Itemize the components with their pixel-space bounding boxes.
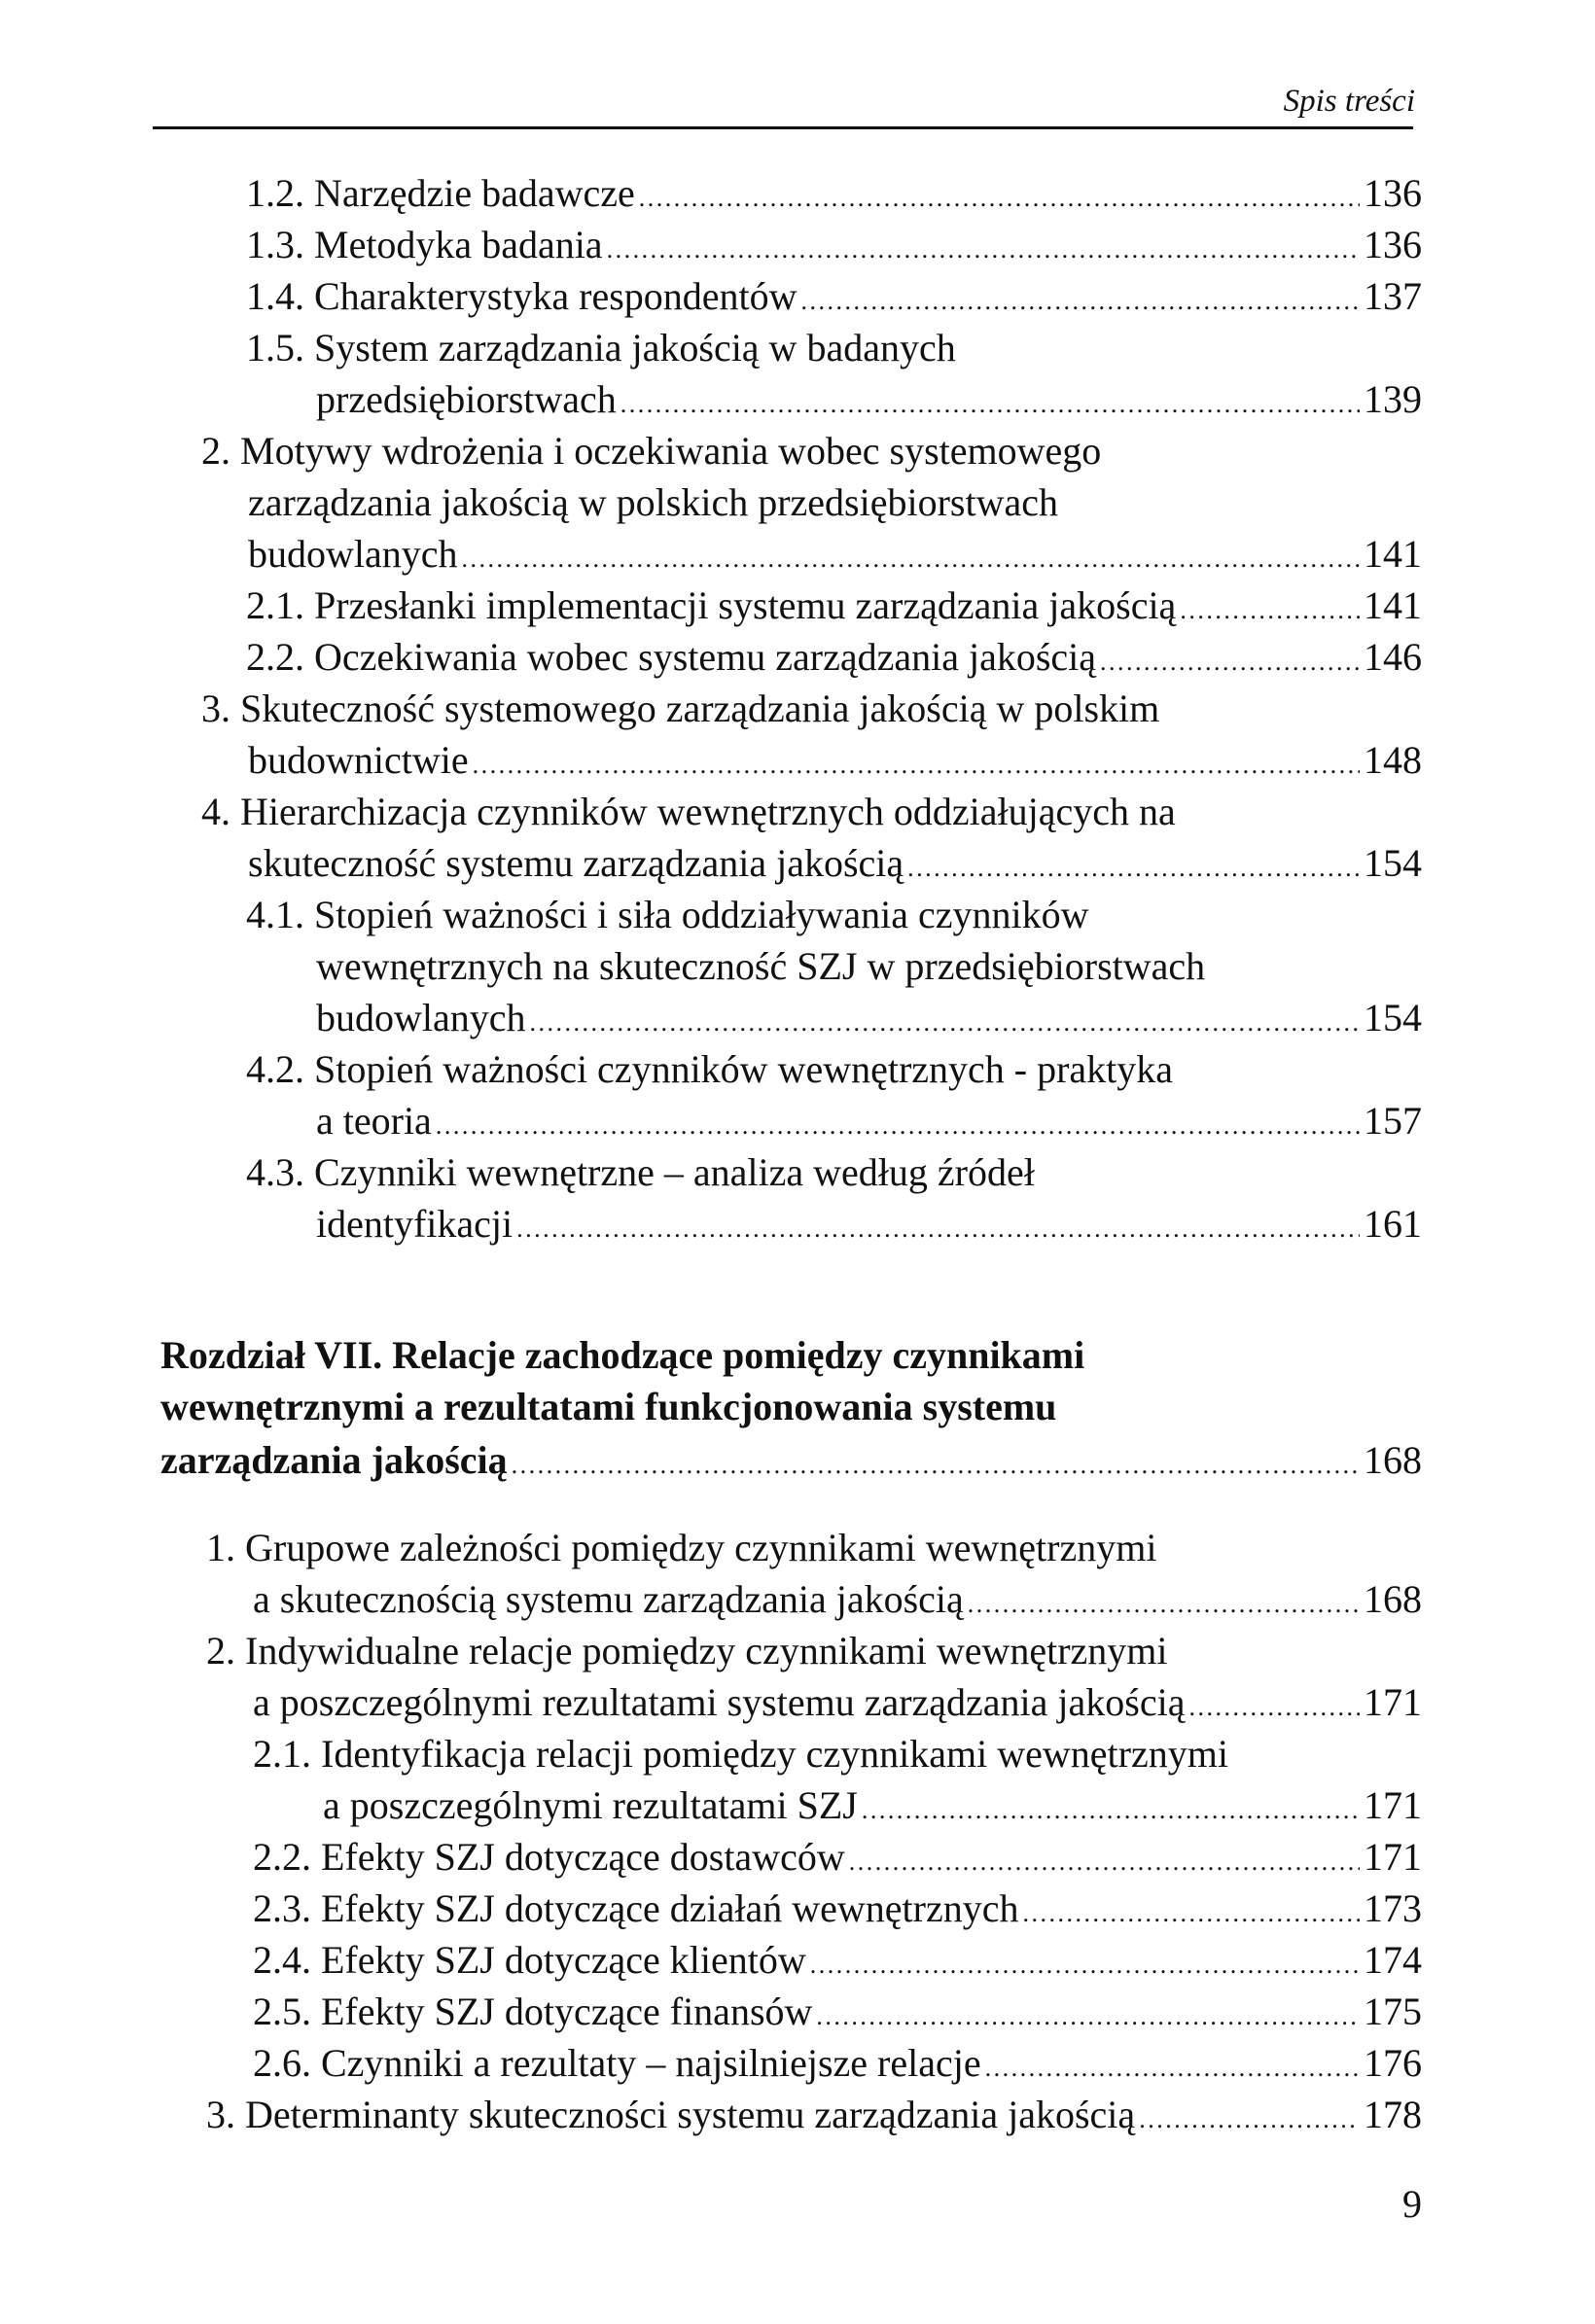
toc-entry-continuation[interactable]	[316, 1198, 1422, 1250]
entry-page: 171	[1364, 1835, 1422, 1879]
dot-leader	[968, 1578, 1360, 1630]
entry-page: 146	[1364, 635, 1422, 679]
entry-page: 141	[1364, 532, 1422, 576]
entry-title: a poszczególnymi rezultatami systemu zarządzania jakością	[253, 1680, 1186, 1724]
toc-entry-continuation[interactable]	[248, 837, 1422, 889]
toc-entry-continuation[interactable]	[253, 1676, 1422, 1728]
dot-leader	[810, 1939, 1360, 1990]
entry-page: 178	[1364, 2093, 1422, 2136]
entry-page: 136	[1364, 223, 1422, 266]
dot-leader	[1180, 584, 1360, 636]
entry-title: 1.4. Charakterystyka respondentów	[246, 274, 798, 318]
entry-page: 173	[1364, 1886, 1422, 1930]
entry-page: 154	[1364, 996, 1422, 1039]
entry-title: identyfikacji	[316, 1202, 514, 1246]
entry-title: 1.5. System zarządzania jakością w badanych	[246, 326, 956, 370]
toc-entry-continuation[interactable]	[316, 940, 1422, 992]
entry-page: 141	[1364, 583, 1422, 627]
dot-leader	[462, 533, 1360, 584]
toc-entry[interactable]	[201, 786, 1422, 837]
dot-leader	[530, 997, 1360, 1048]
entry-title: zarządzania jakością w polskich przedsiębiorstwach	[248, 480, 1058, 524]
entry-page: 175	[1364, 1989, 1422, 2033]
toc-entry[interactable]	[246, 1043, 1422, 1095]
entry-title: 2.2. Oczekiwania wobec systemu zarządzania jakością	[246, 635, 1097, 679]
dot-leader	[849, 1836, 1360, 1887]
entry-title: przedsiębiorstwach	[316, 377, 617, 421]
chapter-heading[interactable]	[160, 1381, 1422, 1432]
header-rule	[153, 126, 1413, 129]
dot-leader	[620, 378, 1360, 430]
dot-leader	[1139, 2094, 1360, 2145]
entry-page: 154	[1364, 841, 1422, 885]
entry-page: 171	[1364, 1680, 1422, 1724]
dot-leader	[639, 172, 1360, 224]
dot-leader	[1188, 1681, 1360, 1733]
toc-entry[interactable]	[246, 580, 1422, 631]
entry-title: 2. Indywidualne relacje pomiędzy czynnikami wewnętrznymi	[206, 1629, 1168, 1673]
dot-leader	[1100, 636, 1360, 687]
entry-title: 2.5. Efekty SZJ dotyczące finansów	[253, 1989, 813, 2033]
chapter-heading[interactable]	[160, 1329, 1422, 1381]
entry-title: 4.3. Czynniki wewnętrzne – analiza według źródeł	[246, 1150, 1035, 1194]
dot-leader	[816, 1990, 1360, 2042]
dot-leader	[907, 842, 1360, 894]
entry-page: 171	[1364, 1783, 1422, 1827]
dot-leader	[473, 739, 1360, 791]
entry-page: 174	[1364, 1938, 1422, 1982]
toc-entry[interactable]	[253, 1986, 1422, 2037]
page-number: 9	[1402, 2182, 1422, 2226]
entry-page: 161	[1364, 1202, 1422, 1246]
toc-entry-continuation[interactable]	[253, 1573, 1422, 1625]
entry-title: a teoria	[316, 1099, 432, 1143]
toc-entry[interactable]	[246, 167, 1422, 219]
dot-leader	[516, 1203, 1360, 1254]
entry-page: 136	[1364, 171, 1422, 215]
entry-title: 2.6. Czynniki a rezultaty – najsilniejsze relacje	[253, 2041, 981, 2085]
dot-leader	[1022, 1887, 1360, 1939]
entry-page: 176	[1364, 2041, 1422, 2085]
chapter-heading[interactable]	[160, 1434, 1422, 1486]
running-head: Spis treści	[1283, 84, 1415, 119]
entry-title: budownictwie	[248, 738, 469, 782]
toc-entry[interactable]	[246, 631, 1422, 683]
toc-entry[interactable]	[201, 425, 1422, 476]
toc-entry-continuation[interactable]	[248, 476, 1422, 528]
toc-entry-continuation[interactable]	[316, 373, 1422, 425]
chapter-title-line: zarządzania jakością	[160, 1438, 508, 1482]
entry-title: 3. Skuteczność systemowego zarządzania jakością w polskim	[201, 687, 1160, 730]
toc-entry[interactable]	[253, 2037, 1422, 2089]
toc-entry[interactable]	[246, 889, 1422, 940]
toc-entry[interactable]	[253, 1934, 1422, 1986]
entry-title: wewnętrznych na skuteczność SZJ w przedsiębiorstwach	[316, 944, 1206, 988]
entry-title: 1. Grupowe zależności pomiędzy czynnikami wewnętrznymi	[206, 1526, 1157, 1569]
toc-entry-continuation[interactable]	[323, 1779, 1422, 1831]
entry-page: 137	[1364, 274, 1422, 318]
entry-page: 168	[1364, 1577, 1422, 1621]
entry-page: 148	[1364, 738, 1422, 782]
entry-title: 2. Motywy wdrożenia i oczekiwania wobec systemowego	[201, 429, 1102, 473]
chapter-title-line: wewnętrznymi a rezultatami funkcjonowania systemu	[160, 1385, 1057, 1428]
entry-title: 1.3. Metodyka badania	[246, 223, 603, 266]
entry-page: 139	[1364, 377, 1422, 421]
entry-title: 1.2. Narzędzie badawcze	[246, 171, 635, 215]
toc-entry[interactable]	[246, 1146, 1422, 1198]
entry-title: 2.1. Przesłanki implementacji systemu zarządzania jakością	[246, 583, 1177, 627]
entry-title: 4. Hierarchizacja czynników wewnętrznych oddziałujących na	[201, 790, 1176, 833]
dot-leader	[801, 275, 1360, 327]
toc-entry-continuation[interactable]	[248, 734, 1422, 786]
toc-entry[interactable]	[253, 1883, 1422, 1934]
toc-entry[interactable]	[246, 322, 1422, 373]
dot-leader	[607, 224, 1360, 275]
toc-entry[interactable]	[246, 270, 1422, 322]
entry-title: budowlanych	[248, 532, 458, 576]
dot-leader	[862, 1784, 1360, 1836]
dot-leader	[985, 2042, 1360, 2094]
toc-entry[interactable]	[206, 2089, 1422, 2140]
toc-entry[interactable]	[201, 683, 1422, 734]
entry-title: budowlanych	[316, 996, 526, 1039]
entry-title: 2.1. Identyfikacja relacji pomiędzy czynnikami wewnętrznymi	[253, 1732, 1228, 1776]
toc-entry[interactable]	[253, 1728, 1422, 1779]
entry-title: 3. Determinanty skuteczności systemu zarządzania jakością	[206, 2093, 1136, 2136]
entry-title: 4.2. Stopień ważności czynników wewnętrznych - praktyka	[246, 1047, 1174, 1091]
entry-title: skuteczność systemu zarządzania jakością	[248, 841, 904, 885]
toc-entry[interactable]	[206, 1522, 1422, 1573]
entry-title: a skutecznością systemu zarządzania jakością	[253, 1577, 964, 1621]
toc-entry-continuation[interactable]	[316, 992, 1422, 1043]
toc-entry[interactable]	[206, 1625, 1422, 1676]
toc-entry[interactable]	[246, 219, 1422, 270]
chapter-page: 168	[1364, 1438, 1422, 1482]
entry-title: 4.1. Stopień ważności i siła oddziaływania czynników	[246, 893, 1089, 936]
entry-title: a poszczególnymi rezultatami SZJ	[323, 1783, 858, 1827]
toc-entry-continuation[interactable]	[316, 1095, 1422, 1146]
toc-entry[interactable]	[253, 1831, 1422, 1883]
entry-title: 2.3. Efekty SZJ dotyczące działań wewnętrznych	[253, 1886, 1019, 1930]
entry-title: 2.4. Efekty SZJ dotyczące klientów	[253, 1938, 806, 1982]
chapter-title-line: Rozdział VII. Relacje zachodzące pomiędzy czynnikami	[160, 1333, 1085, 1377]
toc-entry-continuation[interactable]	[248, 528, 1422, 580]
dot-leader	[436, 1100, 1360, 1151]
entry-title: 2.2. Efekty SZJ dotyczące dostawców	[253, 1835, 845, 1879]
entry-page: 157	[1364, 1099, 1422, 1143]
dot-leader	[512, 1439, 1360, 1491]
